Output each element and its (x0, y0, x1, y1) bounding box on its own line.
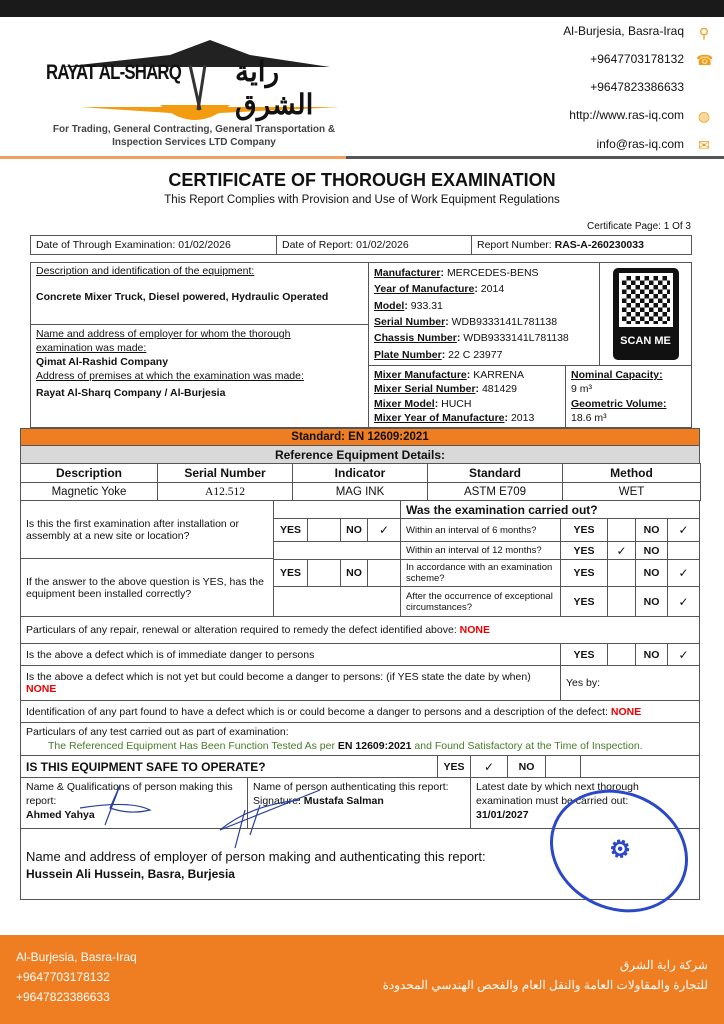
yes-label: YES (573, 567, 595, 579)
checkbox-no[interactable] (367, 518, 401, 542)
label: Name and address of employer for whom the thorough examination was made: (36, 328, 291, 354)
contact-email[interactable]: info@ras-iq.com (596, 137, 684, 151)
field-row: Serial Number: WDB9333141L781138 (374, 316, 558, 329)
checkbox-no[interactable] (667, 518, 700, 542)
checkbox-yes[interactable] (307, 559, 341, 587)
capacity-fields (565, 365, 692, 428)
check-icon: ✓ (378, 523, 390, 537)
no-label (635, 643, 668, 666)
label: Nominal Capacity: (571, 369, 663, 382)
yes-label: YES (573, 595, 595, 608)
value: 481429 (481, 383, 518, 396)
carried-out-question (400, 559, 561, 587)
contact-website[interactable]: http://www.ras-iq.com (569, 108, 684, 122)
text: EN 12609:2021 (337, 740, 412, 752)
certificate-subtitle: This Report Complies with Provision and Use of Work Equipment Regulations (164, 194, 560, 206)
repair-particulars (20, 616, 700, 644)
top-bar (0, 0, 724, 17)
label: Year of Manufacture (374, 283, 475, 296)
report-number (471, 235, 692, 255)
value: WDB9333141L781138 (451, 316, 558, 329)
label: Date of Report: (282, 239, 354, 251)
text: Identification of any part found to have a defect which is or could become a danger to persons and a description of the defect: (26, 705, 608, 718)
ref-cell: ASTM E709 (427, 482, 563, 501)
label: Name of person authenticating this report: (253, 781, 449, 793)
checkbox-yes[interactable] (607, 559, 636, 587)
field-row: Manufacturer: MERCEDES-BENS (374, 267, 539, 280)
value: 31/01/2027 (476, 809, 529, 821)
no-label: NO (643, 595, 660, 608)
label: Mixer Model (374, 397, 435, 410)
immediate-danger-question (20, 643, 561, 666)
value: RAS-A-260230033 (554, 239, 644, 251)
label: Name and address of employer of person making and authenticating this report: (26, 849, 486, 864)
label: Address of premises at which the examination was made: (36, 370, 304, 382)
label: Chassis Number (374, 332, 457, 345)
value: HUCH (441, 397, 472, 410)
standard-bar: Standard: EN 12609:2021 (20, 428, 700, 446)
text: The Referenced Equipment Has Been Function Tested As per (48, 740, 335, 752)
value: 01/02/2026 (356, 239, 409, 251)
qr-code[interactable] (613, 268, 679, 360)
no-label: NO (643, 544, 660, 557)
check-icon: ✓ (678, 566, 689, 580)
value: KARRENA (473, 369, 524, 382)
qr-cell (599, 262, 692, 366)
company-logo (40, 25, 350, 125)
yes-label: YES (279, 524, 301, 536)
text: If the answer to the above question is YES, has the equipment been installed correctly? (26, 575, 264, 600)
value: Qimat Al-Rashid Company (36, 356, 169, 368)
value: 2013 (510, 411, 535, 424)
blank (580, 755, 700, 778)
label: Date of Through Examination: (36, 239, 176, 251)
no-label: NO (643, 648, 660, 661)
test-particulars (20, 722, 700, 756)
yes-label: YES (573, 524, 595, 536)
value: WDB9333141L781138 (463, 332, 569, 345)
mail-icon: ✉ (698, 137, 710, 153)
checkbox-no[interactable] (667, 559, 700, 587)
text: Within an interval of 6 months? (406, 524, 537, 536)
no-label (507, 755, 546, 778)
footer-address: Al-Burjesia, Basra-Iraq (16, 950, 137, 964)
checkbox-yes[interactable] (607, 518, 636, 542)
page-indicator (587, 221, 691, 232)
footer-phone-1: +9647703178132 (16, 970, 110, 984)
carried-out-question (400, 518, 561, 542)
ref-header: Indicator (292, 463, 428, 483)
ref-header: Serial Number (157, 463, 293, 483)
text: Was the examination carried out? (406, 502, 598, 517)
check-icon: ✓ (678, 594, 689, 609)
label: Report Number: (477, 239, 552, 251)
text: Is the above a defect which is of immediate danger to persons (26, 648, 315, 661)
checkbox-yes[interactable] (470, 755, 508, 778)
checkbox-yes[interactable] (607, 643, 636, 666)
no-label: NO (346, 524, 362, 536)
value: 22 C 23977 (448, 348, 503, 361)
contact-phone-1: +9647703178132 (590, 52, 684, 66)
yes-label (273, 559, 308, 587)
checkbox-no[interactable] (367, 559, 401, 587)
text: Particulars of any test carried out as part of examination: (26, 726, 289, 738)
value: Concrete Mixer Truck, Diesel powered, Hydraulic Operated (36, 291, 329, 303)
value: Mustafa Salman (303, 795, 384, 807)
yes-label (273, 518, 308, 542)
blank (273, 500, 401, 519)
vehicle-fields (368, 262, 600, 366)
label: Serial Number (374, 316, 446, 329)
mixer-row: Mixer Model: HUCH (374, 397, 472, 410)
checkbox-yes[interactable] (607, 541, 636, 560)
oil-pump-icon: ⚙ (604, 832, 636, 867)
contact-address: Al-Burjesia, Basra-Iraq (563, 24, 684, 38)
ref-cell: MAG INK (292, 482, 428, 501)
check-icon: ✓ (678, 523, 689, 537)
text: Yes by: (566, 677, 601, 689)
label: Description and identification of the equipment: (36, 265, 255, 277)
employer-details (30, 324, 369, 428)
check-icon: ✓ (678, 647, 689, 662)
safe-to-operate-question (20, 755, 438, 778)
header-divider (346, 156, 724, 159)
check-icon: ✓ (483, 759, 495, 774)
check-icon: ✓ (616, 543, 627, 558)
label: Manufacturer (374, 267, 441, 280)
field-row: Model: 933.31 (374, 299, 443, 312)
field-row: Plate Number: 22 C 23977 (374, 348, 503, 361)
no-label: NO (518, 760, 535, 773)
checkbox-no[interactable] (667, 643, 700, 666)
value: MERCEDES-BENS (446, 267, 539, 280)
text: After the occurrence of exceptional circumstances? (406, 590, 553, 613)
none-value: NONE (459, 624, 491, 636)
checkbox-no[interactable] (667, 586, 700, 617)
label: Latest date by which next thorough examination must be carried out: (476, 781, 639, 807)
mixer-row: Mixer Manufacture: KARRENA (374, 369, 524, 382)
ref-cell: WET (562, 482, 701, 501)
no-label (635, 518, 668, 542)
value: 2014 (480, 283, 505, 296)
checkbox-no[interactable] (667, 541, 700, 560)
label: Mixer Serial Number (374, 383, 476, 396)
field-row: Year of Manufacture: 2014 (374, 283, 505, 296)
label: Model (374, 299, 405, 312)
value: 01/02/2026 (178, 239, 231, 251)
contact-phone-2: +9647823386633 (590, 80, 684, 94)
text: IS THIS EQUIPMENT SAFE TO OPERATE? (26, 759, 266, 774)
yes-label (437, 755, 471, 778)
company-name-en: RAYAT AL-SHARQ (46, 61, 182, 84)
exam-date (30, 235, 277, 255)
none-value: NONE (26, 683, 57, 695)
label: Signature: (253, 795, 301, 807)
ref-header: Method (562, 463, 701, 483)
ref-header: Standard (427, 463, 563, 483)
globe-icon: ◍ (697, 108, 711, 124)
carried-out-question (400, 586, 561, 617)
no-label (340, 559, 368, 587)
future-danger-question (20, 665, 561, 701)
label: Geometric Volume: (571, 397, 667, 410)
handwritten-signatures (70, 780, 370, 850)
ref-header: Description (20, 463, 158, 483)
footer-arabic-tagline: للتجارة والمقاولات العامة والنقل العام والفحص الهندسي المحدودة (382, 978, 708, 992)
label: Mixer Year of Manufacture (374, 411, 505, 424)
none-value: NONE (610, 705, 642, 718)
no-label: NO (346, 567, 362, 579)
no-label (340, 518, 368, 542)
ref-cell: A12.512 (157, 482, 293, 501)
yes-label (560, 586, 608, 617)
qr-pattern (619, 273, 673, 327)
yes-label (560, 559, 608, 587)
footer-arabic-name: شركة راية الشرق (619, 958, 708, 972)
blank (273, 541, 401, 560)
no-label: NO (643, 524, 660, 536)
text: Is this the first examination after installation or assembly at a new site or location? (26, 517, 240, 542)
yes-by-field[interactable] (560, 665, 700, 701)
qr-label: SCAN ME (620, 335, 671, 347)
text: In accordance with an examination scheme? (406, 562, 553, 584)
label: Mixer Manufacture (374, 369, 467, 382)
location-icon: ⚲ (698, 25, 710, 41)
header-divider (0, 156, 346, 159)
yes-label: YES (573, 544, 595, 557)
checkbox-yes[interactable] (607, 586, 636, 617)
yes-label (560, 518, 608, 542)
reference-title: Reference Equipment Details: (20, 445, 700, 464)
yes-label: YES (443, 760, 465, 773)
phone-icon: ☎ (696, 52, 714, 68)
value: 9 m³ (571, 383, 592, 396)
text: and Found Satisfactory at the Time of Inspection. (414, 740, 643, 752)
company-tagline: For Trading, General Contracting, General Transportation & Inspection Services LTD Company (52, 124, 336, 148)
label: Name & Qualifications of person making this report: (26, 781, 233, 807)
yes-label: YES (279, 567, 301, 579)
no-label: NO (643, 567, 660, 579)
value: 933.31 (410, 299, 443, 312)
yes-label (560, 643, 608, 666)
carried-out-title (400, 500, 700, 519)
page-value: 1 Of 3 (663, 221, 691, 232)
field-row: Chassis Number: WDB9333141L781138 (374, 332, 569, 345)
label: Plate Number (374, 348, 442, 361)
text: Is the above a defect which is not yet but could become a danger to persons: (if YES state the date by when) (26, 671, 531, 683)
text: Particulars of any repair, renewal or alteration required to remedy the defect identified above: (26, 624, 457, 636)
value: Ahmed Yahya (26, 809, 95, 821)
defect-identification (20, 700, 700, 723)
mixer-row: Mixer Year of Manufacture: 2013 (374, 411, 535, 424)
blank (273, 586, 401, 617)
no-label (635, 541, 668, 560)
no-label (635, 559, 668, 587)
checkbox-yes[interactable] (307, 518, 341, 542)
footer (0, 935, 724, 1024)
mixer-row: Mixer Serial Number: 481429 (374, 383, 518, 396)
certificate-title: CERTIFICATE OF THOROUGH EXAMINATION (168, 170, 556, 190)
question-first-exam (20, 500, 274, 559)
yes-label (560, 541, 608, 560)
value: 18.6 m³ (571, 411, 607, 424)
ref-cell: Magnetic Yoke (20, 482, 158, 501)
report-date (276, 235, 472, 255)
value: Hussein Ali Hussein, Basra, Burjesia (26, 867, 235, 881)
equipment-description (30, 262, 369, 325)
carried-out-question (400, 541, 561, 560)
value: Rayat Al-Sharq Company / Al-Burjesia (36, 387, 226, 399)
checkbox-no[interactable] (545, 755, 581, 778)
mixer-fields (368, 365, 566, 428)
no-label (635, 586, 668, 617)
text: Within an interval of 12 months? (406, 545, 542, 556)
footer-phone-2: +9647823386633 (16, 990, 110, 1004)
yes-label: YES (573, 648, 595, 661)
page-label: Certificate Page: (587, 221, 661, 232)
company-name-ar: راية الشرق (235, 56, 314, 120)
question-installed-correctly (20, 558, 274, 617)
